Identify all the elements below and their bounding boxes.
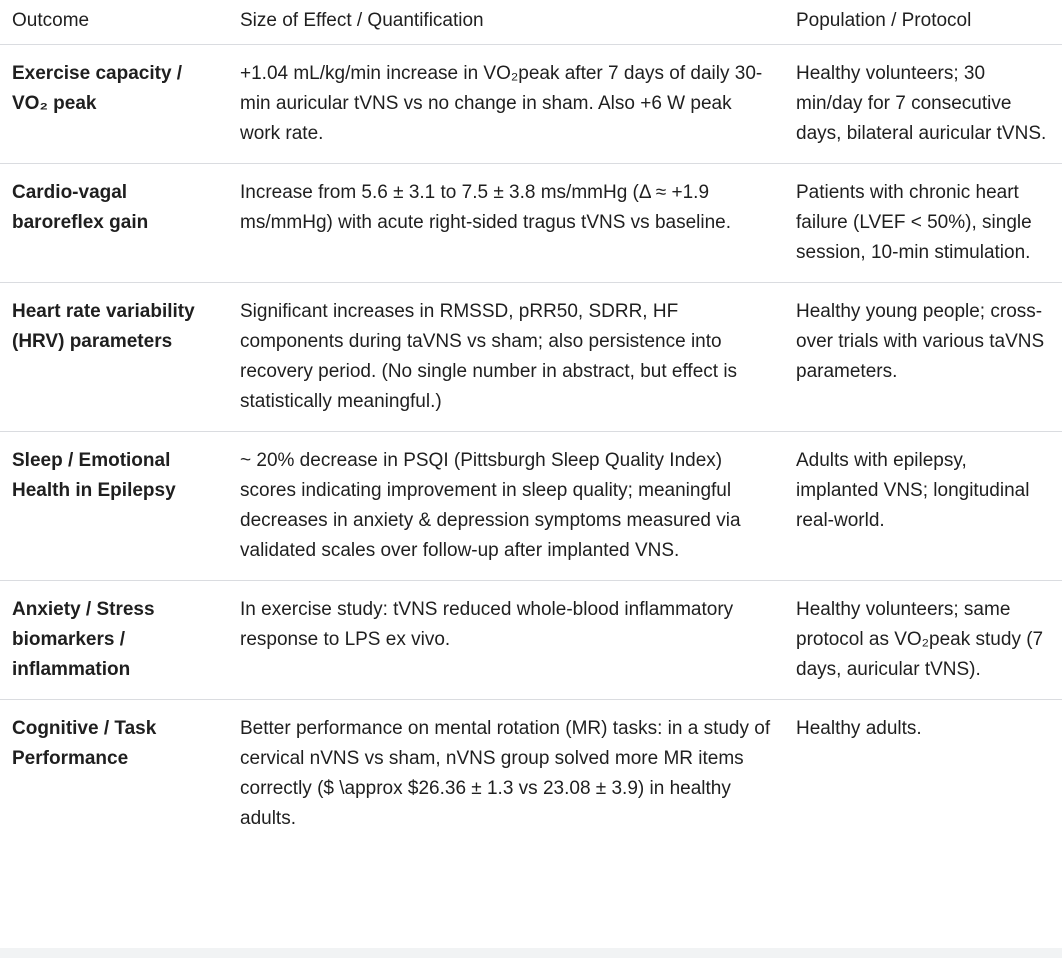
bottom-divider-strip — [0, 948, 1062, 958]
effect-cell: +1.04 mL/kg/min increase in VO₂peak after 7 days of daily 30-min auricular tVNS vs no change in sham. Also +6 W peak work rate. — [228, 45, 784, 164]
population-cell: Healthy adults. — [796, 718, 922, 739]
outcome-cell: Cognitive / Task Performance — [12, 718, 157, 769]
effect-cell: Significant increases in RMSSD, pRR50, SDRR, HF components during taVNS vs sham; also persistence into recovery period. (No single number in abstract, but effect is statistically meaningful.) — [228, 283, 784, 432]
population-cell: Adults with epilepsy, implanted VNS; longitudinal real-world. — [784, 432, 1062, 581]
column-header-population: Population / Protocol — [784, 0, 1062, 45]
column-header-outcome: Outcome — [0, 0, 228, 45]
outcome-cell: Exercise capacity / VO₂ peak — [0, 45, 228, 164]
effect-cell: Increase from 5.6 ± 3.1 to 7.5 ± 3.8 ms/mmHg (Δ ≈ +1.9 ms/mmHg) with acute right-sided tragus tVNS vs baseline. — [228, 164, 784, 283]
header-row — [0, 0, 1062, 45]
table-row — [0, 164, 1062, 283]
table-row — [0, 700, 1062, 849]
population-cell: Healthy young people; cross-over trials with various taVNS parameters. — [784, 283, 1062, 432]
population-cell: Patients with chronic heart failure (LVEF < 50%), single session, 10-min stimulation. — [784, 164, 1062, 283]
table-row — [0, 45, 1062, 164]
outcome-cell: Cardio-vagal baroreflex gain — [0, 164, 228, 283]
table-header — [0, 0, 1062, 45]
table-row — [0, 432, 1062, 581]
effect-cell: ~ 20% decrease in PSQI (Pittsburgh Sleep Quality Index) scores indicating improvement in sleep quality; meaningful decreases in anxiety & depression symptoms measured via validated scales over follow-up after implanted VNS. — [228, 432, 784, 581]
outcome-cell: Sleep / Emotional Health in Epilepsy — [0, 432, 228, 581]
effect-cell: Better performance on mental rotation (MR) tasks: in a study of cervical nVNS vs sham, nVNS group solved more MR items correctly ($ \approx $26.36 ± 1.3 vs 23.08 ± 3.9) in healthy adults. — [240, 718, 771, 829]
outcome-cell: Heart rate variability (HRV) parameters — [0, 283, 228, 432]
column-header-effect: Size of Effect / Quantification — [228, 0, 784, 45]
population-cell: Healthy volunteers; same protocol as VO₂peak study (7 days, auricular tVNS). — [784, 581, 1062, 700]
table-row — [0, 581, 1062, 700]
table-body — [0, 45, 1062, 849]
effect-cell: In exercise study: tVNS reduced whole-blood inflammatory response to LPS ex vivo. — [228, 581, 784, 700]
table-row — [0, 283, 1062, 432]
population-cell: Healthy volunteers; 30 min/day for 7 consecutive days, bilateral auricular tVNS. — [784, 45, 1062, 164]
outcome-cell: Anxiety / Stress biomarkers / inflammation — [0, 581, 228, 700]
